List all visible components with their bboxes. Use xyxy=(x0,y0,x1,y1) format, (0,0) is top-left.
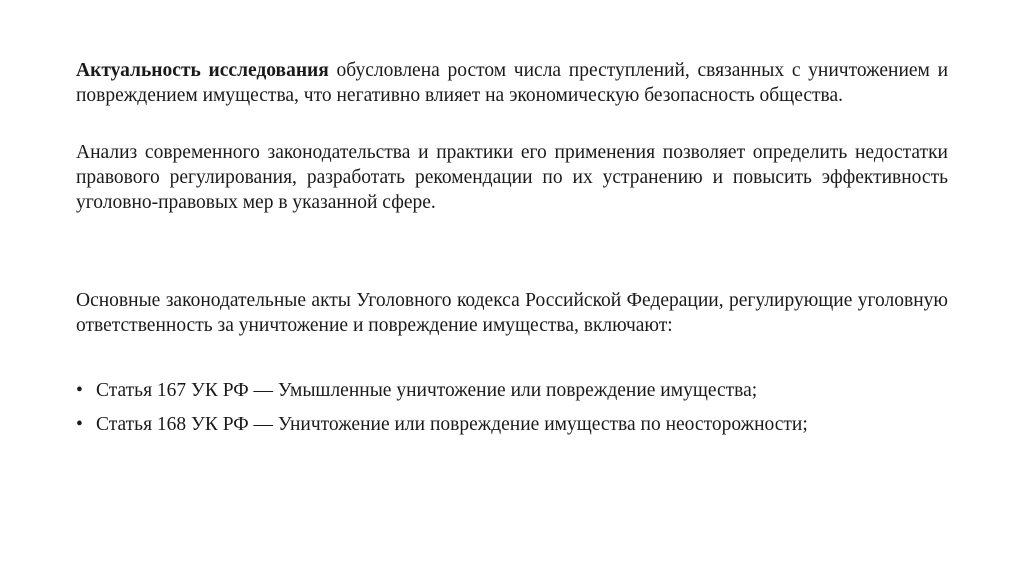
article-167-text: Статья 167 УК РФ — Умышленные уничтожение или повреждение имущества; xyxy=(96,380,758,401)
relevance-paragraph xyxy=(76,58,948,108)
articles-list xyxy=(76,378,948,446)
list-item xyxy=(76,412,948,437)
relevance-heading: Актуальность исследования xyxy=(76,60,329,81)
bullet-icon: • xyxy=(76,380,83,401)
legislation-intro-paragraph: Основные законодательные акты Уголовного кодекса Российской Федерации, регулирующие уголовную ответственность за уничтожение и повреждение имущества, включают: xyxy=(76,290,948,336)
article-168-text: Статья 168 УК РФ — Уничтожение или повреждение имущества по неосторожности; xyxy=(96,414,808,435)
list-item xyxy=(76,378,948,403)
relevance-text: обусловлена ростом числа преступлений, связанных с уничтожением и повреждением имущества, что негативно влияет на экономическую безопасность общества. xyxy=(76,60,949,106)
bullet-icon: • xyxy=(76,414,83,435)
analysis-paragraph: Анализ современного законодательства и практики его применения позволяет определить недостатки правового регулирования, разработать рекомендации по их устранению и повысить эффективность уголовно-правовых мер в указанной сфере. xyxy=(76,142,948,213)
